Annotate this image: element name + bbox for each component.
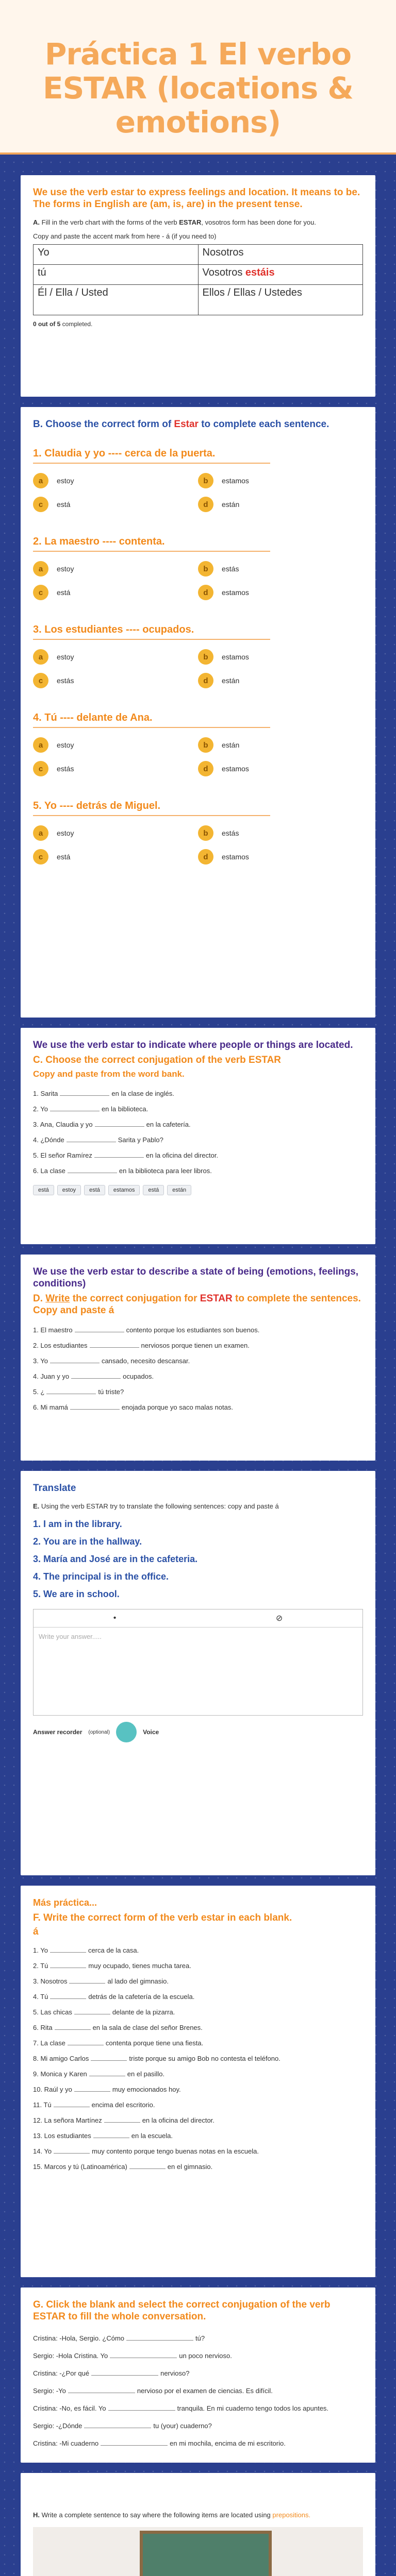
- option-letter: d: [198, 497, 213, 512]
- sentence: [33, 1369, 363, 1384]
- section-a-instruction: A. Fill in the verb chart with the forms of the verb ESTAR, vosotros form has been done for you.: [33, 218, 316, 226]
- option-text: están: [222, 741, 240, 749]
- section-h-instruction: H. Write a complete sentence to say where the following items are located using prepositions.: [33, 2511, 311, 2519]
- sentence-start: 8. Mi amigo Carlos: [33, 2055, 89, 2062]
- title-banner: [0, 0, 396, 155]
- word-bank: [33, 1185, 363, 1195]
- sentence: [33, 1384, 363, 1400]
- chart-cell[interactable]: Vosotros estáis: [198, 265, 363, 285]
- option-text: estamos: [222, 653, 249, 661]
- word-bank-chip[interactable]: está: [33, 1185, 54, 1195]
- sentence-end: muy contento porque tengo buenas notas en la escuela.: [92, 2147, 259, 2155]
- sentence-start: 6. Rita: [33, 2024, 53, 2031]
- question-underline: [33, 815, 270, 816]
- chart-cell[interactable]: tú: [34, 265, 199, 285]
- answer-blank[interactable]: [93, 2130, 129, 2138]
- sentence-start: 4. ¿Dónde: [33, 1136, 64, 1144]
- word-bank-chip[interactable]: estamos: [108, 1185, 140, 1195]
- answer-blank[interactable]: [50, 1991, 86, 1999]
- answer-option[interactable]: [198, 473, 363, 488]
- option-text: estoy: [57, 565, 74, 573]
- classroom-image: [33, 2527, 363, 2576]
- sentence-end: tú triste?: [98, 1388, 124, 1396]
- answer-blank[interactable]: [55, 2022, 91, 2030]
- chart-cell[interactable]: Ellos / Ellas / Ustedes: [198, 285, 363, 315]
- answer-blank[interactable]: [91, 2053, 127, 2061]
- word-bank-chip[interactable]: estoy: [57, 1185, 81, 1195]
- sentence: [33, 1163, 363, 1179]
- sentence-start: 5. Las chicas: [33, 2008, 72, 2016]
- answer-blank[interactable]: [54, 2099, 90, 2107]
- option-text: estás: [222, 829, 239, 837]
- answer-options: [33, 473, 363, 512]
- sentence-end: en el gimnasio.: [167, 2163, 213, 2171]
- answer-options: [33, 825, 363, 865]
- sentence: [33, 1353, 363, 1369]
- sentence-start: 2. Tú: [33, 1962, 48, 1970]
- answer-option[interactable]: [198, 673, 363, 688]
- section-c-card: [21, 1028, 375, 1244]
- answer-option[interactable]: [198, 825, 363, 841]
- option-letter: c: [33, 761, 48, 776]
- sentence-start: 2. Los estudiantes: [33, 1342, 88, 1349]
- answer-blank[interactable]: [60, 1088, 109, 1096]
- sentence-start: 14. Yo: [33, 2147, 52, 2155]
- sentence: [33, 2020, 363, 2036]
- section-b-questions: [33, 448, 363, 865]
- sentence-end: al lado del gimnasio.: [107, 1977, 169, 1985]
- section-f-sentences: [33, 1943, 363, 2175]
- translate-item: 2. You are in the hallway.: [33, 1536, 142, 1547]
- section-f-accent: á: [33, 1926, 39, 1937]
- section-b-heading: B. Choose the correct form of Estar to complete each sentence.: [33, 419, 329, 430]
- answer-options: [33, 649, 363, 688]
- answer-recorder: [33, 1722, 363, 1742]
- option-text: estamos: [222, 853, 249, 861]
- option-letter: c: [33, 585, 48, 600]
- question-title: 3. Los estudiantes ---- ocupados.: [33, 624, 194, 635]
- sentence: [33, 1400, 363, 1415]
- question-title: 1. Claudia y yo ---- cerca de la puerta.: [33, 448, 216, 459]
- chart-cell[interactable]: Yo: [34, 245, 199, 265]
- sentence: [33, 2347, 363, 2365]
- answer-blank[interactable]: [101, 2438, 168, 2446]
- word-bank-chip[interactable]: están: [167, 1185, 191, 1195]
- sentence: [33, 2330, 363, 2347]
- section-f-pre: Más práctica...: [33, 1897, 97, 1908]
- option-text: estamos: [222, 765, 249, 773]
- recorder-label: Answer recorder: [33, 1728, 82, 1736]
- answer-blank[interactable]: [46, 1386, 96, 1394]
- chart-cell[interactable]: Nosotros: [198, 245, 363, 265]
- answer-blank[interactable]: [89, 2069, 125, 2076]
- sentence: [33, 1989, 363, 2005]
- option-letter: b: [198, 825, 213, 841]
- sentence: [33, 1958, 363, 1974]
- answer-blank[interactable]: [108, 2403, 175, 2411]
- answer-option[interactable]: [198, 585, 363, 600]
- answer-blank[interactable]: [74, 2084, 110, 2092]
- section-d-card: [21, 1255, 375, 1461]
- word-bank-chip[interactable]: está: [143, 1185, 164, 1195]
- answer-blank[interactable]: [54, 2146, 90, 2154]
- question: [33, 448, 363, 512]
- answer-option[interactable]: [33, 673, 198, 688]
- sentence: [33, 2144, 363, 2159]
- option-text: estoy: [57, 829, 74, 837]
- sentence-end: en la escuela.: [131, 2132, 173, 2140]
- option-text: estoy: [57, 741, 74, 749]
- answer-option[interactable]: [33, 585, 198, 600]
- answer-blank[interactable]: [68, 2038, 104, 2045]
- option-letter: d: [198, 849, 213, 865]
- sentence-start: 2. Yo: [33, 1105, 48, 1113]
- answer-option[interactable]: [33, 737, 198, 753]
- answer-blank[interactable]: [129, 2161, 166, 2169]
- option-text: están: [222, 676, 240, 685]
- option-letter: b: [198, 737, 213, 753]
- sentence-start: Sergio: -Hola Cristina. Yo: [33, 2352, 108, 2360]
- sentence: [33, 2097, 363, 2113]
- section-f-heading: F. Write the correct form of the verb estar in each blank.: [33, 1912, 292, 1923]
- question: [33, 712, 363, 776]
- option-letter: d: [198, 761, 213, 776]
- voice-label: Voice: [143, 1728, 159, 1736]
- answer-blank[interactable]: [110, 2350, 177, 2358]
- question: [33, 624, 363, 688]
- answer-blank[interactable]: [50, 1960, 86, 1968]
- sentence-end: nervioso?: [160, 2369, 190, 2377]
- answer-blank[interactable]: [95, 1119, 144, 1127]
- question-title: 2. La maestro ---- contenta.: [33, 536, 165, 547]
- answer-blank[interactable]: [91, 2368, 158, 2376]
- answer-blank[interactable]: [90, 1340, 139, 1348]
- conversation: [33, 2330, 363, 2452]
- record-voice-button[interactable]: [116, 1722, 137, 1742]
- answer-blank[interactable]: [50, 1945, 86, 1953]
- translate-item: 4. The principal is in the office.: [33, 1571, 169, 1582]
- translate-item: 3. María and José are in the cafeteria.: [33, 1554, 198, 1564]
- option-text: estamos: [222, 588, 249, 597]
- recorder-optional: (optional): [88, 1729, 110, 1735]
- sentence: [33, 1148, 363, 1163]
- sentence: [33, 2036, 363, 2051]
- sentence-start: Cristina: -No, es fácil. Yo: [33, 2404, 106, 2412]
- answer-blank[interactable]: [50, 1104, 100, 1111]
- answer-blank[interactable]: [84, 2420, 151, 2428]
- sentence: [33, 1943, 363, 1958]
- sentence-end: cansado, necesito descansar.: [101, 1357, 190, 1365]
- sentence-end: tu (your) cuaderno?: [153, 2422, 212, 2430]
- question: [33, 800, 363, 865]
- section-c-intro: We use the verb estar to indicate where people or things are located.: [33, 1040, 353, 1050]
- sentence: [33, 1132, 363, 1148]
- sentence-start: 3. Yo: [33, 1357, 48, 1365]
- option-text: estoy: [57, 653, 74, 661]
- sentence-end: detrás de la cafetería de la escuela.: [88, 1993, 195, 2001]
- sentence-end: en la oficina del director.: [145, 1151, 219, 1159]
- option-letter: a: [33, 561, 48, 577]
- sentence-end: contento porque los estudiantes son buenos.: [126, 1326, 260, 1334]
- sentence-start: 9. Monica y Karen: [33, 2070, 87, 2078]
- answer-textarea[interactable]: Write your answer.....: [39, 1633, 102, 1640]
- answer-option[interactable]: [198, 649, 363, 665]
- section-d-intro: We use the verb estar to describe a state of being (emotions, feelings, conditions): [33, 1266, 359, 1289]
- sentence-start: Cristina: -Mi cuaderno: [33, 2439, 99, 2447]
- answer-option[interactable]: [33, 497, 198, 512]
- sentence-start: 6. Mi mamá: [33, 1403, 68, 1411]
- sentence-start: Sergio: -¿Dónde: [33, 2422, 82, 2430]
- question-underline: [33, 463, 270, 464]
- answer-blank[interactable]: [69, 1976, 105, 1984]
- question-title: 5. Yo ---- detrás de Miguel.: [33, 800, 161, 811]
- sentence-end: muy emocionados hoy.: [112, 2086, 181, 2093]
- sentence-start: 6. La clase: [33, 1167, 65, 1175]
- sentence: [33, 2417, 363, 2435]
- option-letter: a: [33, 825, 48, 841]
- sentence-start: Cristina: -¿Por qué: [33, 2369, 90, 2377]
- option-letter: c: [33, 849, 48, 865]
- option-letter: b: [198, 473, 213, 488]
- verb-chart: [33, 244, 363, 315]
- sentence: [33, 1101, 363, 1117]
- section-e-heading: Translate: [33, 1483, 76, 1494]
- sentence-end: en el pasillo.: [127, 2070, 165, 2078]
- answer-option[interactable]: [33, 649, 198, 665]
- sentence: [33, 2365, 363, 2382]
- section-h-card: [21, 2473, 375, 2576]
- answer-blank[interactable]: [104, 2115, 140, 2123]
- sentence-end: un poco nervioso.: [179, 2352, 232, 2360]
- answer-editor: [33, 1609, 363, 1716]
- sentence-start: 13. Los estudiantes: [33, 2132, 91, 2140]
- option-text: estás: [57, 676, 74, 685]
- section-c-heading: C. Choose the correct conjugation of the verb ESTAR: [33, 1055, 282, 1065]
- answer-blank[interactable]: [126, 2333, 193, 2341]
- sentence-start: 7. La clase: [33, 2039, 65, 2047]
- sentence-start: 15. Marcos y tú (Latinoamérica): [33, 2163, 127, 2171]
- answer-option[interactable]: [198, 849, 363, 865]
- sentence: [33, 2435, 363, 2452]
- answer-blank[interactable]: [68, 1165, 117, 1173]
- section-d-heading: D. Write the correct conjugation for ESTAR to complete the sentences. Copy and paste á: [33, 1293, 361, 1316]
- answer-blank[interactable]: [70, 1402, 120, 1410]
- translate-item: 1. I am in the library.: [33, 1519, 122, 1529]
- answer-options: [33, 561, 363, 600]
- answer-blank[interactable]: [74, 2007, 110, 2014]
- sentence-end: en mi mochila, encima de mi escritorio.: [170, 2439, 286, 2447]
- word-bank-chip[interactable]: está: [84, 1185, 105, 1195]
- answer-option[interactable]: [33, 561, 198, 577]
- sentence-start: 10. Raúl y yo: [33, 2086, 72, 2093]
- section-e-instruction: E. Using the verb ESTAR try to translate the following sentences: copy and paste á: [33, 1502, 279, 1510]
- sentence-start: 12. La señora Martínez: [33, 2116, 102, 2124]
- section-a-card: [21, 175, 375, 397]
- sentence: [33, 2066, 363, 2082]
- sentence: [33, 1338, 363, 1353]
- option-letter: c: [33, 497, 48, 512]
- section-b-card: [21, 407, 375, 1018]
- question: [33, 536, 363, 600]
- option-text: estoy: [57, 477, 74, 485]
- sentence: [33, 2051, 363, 2066]
- sentence-start: 4. Juan y yo: [33, 1372, 70, 1380]
- answer-blank[interactable]: [67, 1134, 116, 1142]
- answer-option[interactable]: [198, 497, 363, 512]
- sentence-start: 11. Tú: [33, 2101, 52, 2109]
- sentence-end: en la sala de clase del señor Brenes.: [92, 2024, 203, 2031]
- sentence-start: Cristina: -Hola, Sergio. ¿Cómo: [33, 2334, 124, 2342]
- section-c-sub: Copy and paste from the word bank.: [33, 1069, 185, 1079]
- translate-list: [33, 1515, 363, 1603]
- section-d-sentences: [33, 1323, 363, 1415]
- answer-blank[interactable]: [75, 1325, 124, 1332]
- option-letter: c: [33, 673, 48, 688]
- sentence-start: 5. El señor Ramírez: [33, 1151, 92, 1159]
- classroom-illustration: [33, 2527, 363, 2576]
- editor-toolbar: [34, 1609, 362, 1628]
- answer-options: [33, 737, 363, 776]
- section-a-intro: We use the verb estar to express feelings and location. It means to be. The forms in English are (am, is, are) in the present tense.: [33, 187, 360, 210]
- answer-option[interactable]: [33, 761, 198, 776]
- sentence-end: en la biblioteca.: [101, 1105, 148, 1113]
- sentence: [33, 2400, 363, 2417]
- sentence-start: 4. Tú: [33, 1993, 48, 2001]
- section-a-score: 0 out of 5 completed.: [33, 320, 93, 328]
- sentence-end: muy ocupado, tienes mucha tarea.: [88, 1962, 191, 1970]
- sentence-end: delante de la pizarra.: [112, 2008, 175, 2016]
- answer-blank[interactable]: [50, 1355, 100, 1363]
- sentence: [33, 2113, 363, 2128]
- option-text: está: [57, 853, 71, 861]
- bullet-list-icon[interactable]: •: [113, 1614, 117, 1622]
- answer-blank[interactable]: [71, 1371, 121, 1379]
- accent-hint: Copy and paste the accent mark from here - á (if you need to): [33, 232, 217, 240]
- option-letter: a: [33, 737, 48, 753]
- sentence-end: tranquila. En mi cuaderno tengo todos los apuntes.: [177, 2404, 329, 2412]
- answer-option[interactable]: [198, 561, 363, 577]
- section-g-card: [21, 2287, 375, 2463]
- sentence-start: 1. Yo: [33, 1946, 48, 1954]
- option-text: están: [222, 500, 240, 509]
- option-text: estamos: [222, 477, 249, 485]
- sentence-end: cerca de la casa.: [88, 1946, 139, 1954]
- chart-cell[interactable]: Él / Ella / Usted: [34, 285, 199, 315]
- sentence-start: 3. Ana, Claudia y yo: [33, 1121, 93, 1128]
- sentence-end: en la oficina del director.: [142, 2116, 214, 2124]
- sentence: [33, 2382, 363, 2400]
- page-title: Práctica 1 El verbo ESTAR (locations & emotions): [43, 37, 353, 140]
- sentence-end: contenta porque tiene una fiesta.: [105, 2039, 204, 2047]
- sentence-start: 1. El maestro: [33, 1326, 73, 1334]
- option-letter: b: [198, 649, 213, 665]
- question-underline: [33, 639, 270, 640]
- answer-blank[interactable]: [68, 2385, 135, 2393]
- clear-format-icon[interactable]: ⊘: [275, 1614, 283, 1623]
- option-text: está: [57, 500, 71, 509]
- sentence-end: ocupados.: [123, 1372, 154, 1380]
- sentence-end: nervioso por el examen de ciencias. Es difícil.: [137, 2387, 273, 2395]
- translate-item: 5. We are in school.: [33, 1589, 120, 1599]
- question-underline: [33, 727, 270, 728]
- sentence-end: en la biblioteca para leer libros.: [119, 1167, 212, 1175]
- sentence: [33, 2159, 363, 2175]
- answer-option[interactable]: [33, 473, 198, 488]
- sentence-end: tú?: [195, 2334, 205, 2342]
- sentence-end: nerviosos porque tienen un examen.: [141, 1342, 250, 1349]
- sentence-end: encima del escritorio.: [91, 2101, 155, 2109]
- option-text: estás: [57, 765, 74, 773]
- answer-option[interactable]: [198, 737, 363, 753]
- sentence: [33, 1117, 363, 1132]
- section-f-card: [21, 1886, 375, 2277]
- answer-option[interactable]: [198, 761, 363, 776]
- answer-option[interactable]: [33, 849, 198, 865]
- sentence-end: enojada porque yo saco malas notas.: [121, 1403, 233, 1411]
- sentence-start: 1. Sarita: [33, 1090, 58, 1097]
- sentence-end: Sarita y Pablo?: [118, 1136, 163, 1144]
- question-title: 4. Tú ---- delante de Ana.: [33, 712, 153, 723]
- sentence: [33, 1323, 363, 1338]
- sentence: [33, 2005, 363, 2020]
- option-letter: a: [33, 649, 48, 665]
- option-letter: d: [198, 585, 213, 600]
- option-text: está: [57, 588, 71, 597]
- answer-option[interactable]: [33, 825, 198, 841]
- sentence-start: Sergio: -Yo: [33, 2387, 66, 2395]
- sentence: [33, 1974, 363, 1989]
- sentence-end: triste porque su amigo Bob no contesta el teléfono.: [129, 2055, 280, 2062]
- sentence-end: en la clase de inglés.: [111, 1090, 174, 1097]
- sentence-end: en la cafetería.: [146, 1121, 191, 1128]
- sentence-start: 5. ¿: [33, 1388, 45, 1396]
- section-c-sentences: [33, 1086, 363, 1179]
- sentence: [33, 2082, 363, 2097]
- sentence-start: 3. Nosotros: [33, 1977, 68, 1985]
- section-g-heading: G. Click the blank and select the correct conjugation of the verb ESTAR to fill the whole conversation.: [33, 2299, 331, 2322]
- option-letter: d: [198, 673, 213, 688]
- option-letter: b: [198, 561, 213, 577]
- answer-blank[interactable]: [94, 1150, 144, 1158]
- sentence: [33, 2128, 363, 2144]
- option-letter: a: [33, 473, 48, 488]
- sentence: [33, 1086, 363, 1101]
- section-e-card: [21, 1471, 375, 1875]
- question-underline: [33, 551, 270, 552]
- option-text: estás: [222, 565, 239, 573]
